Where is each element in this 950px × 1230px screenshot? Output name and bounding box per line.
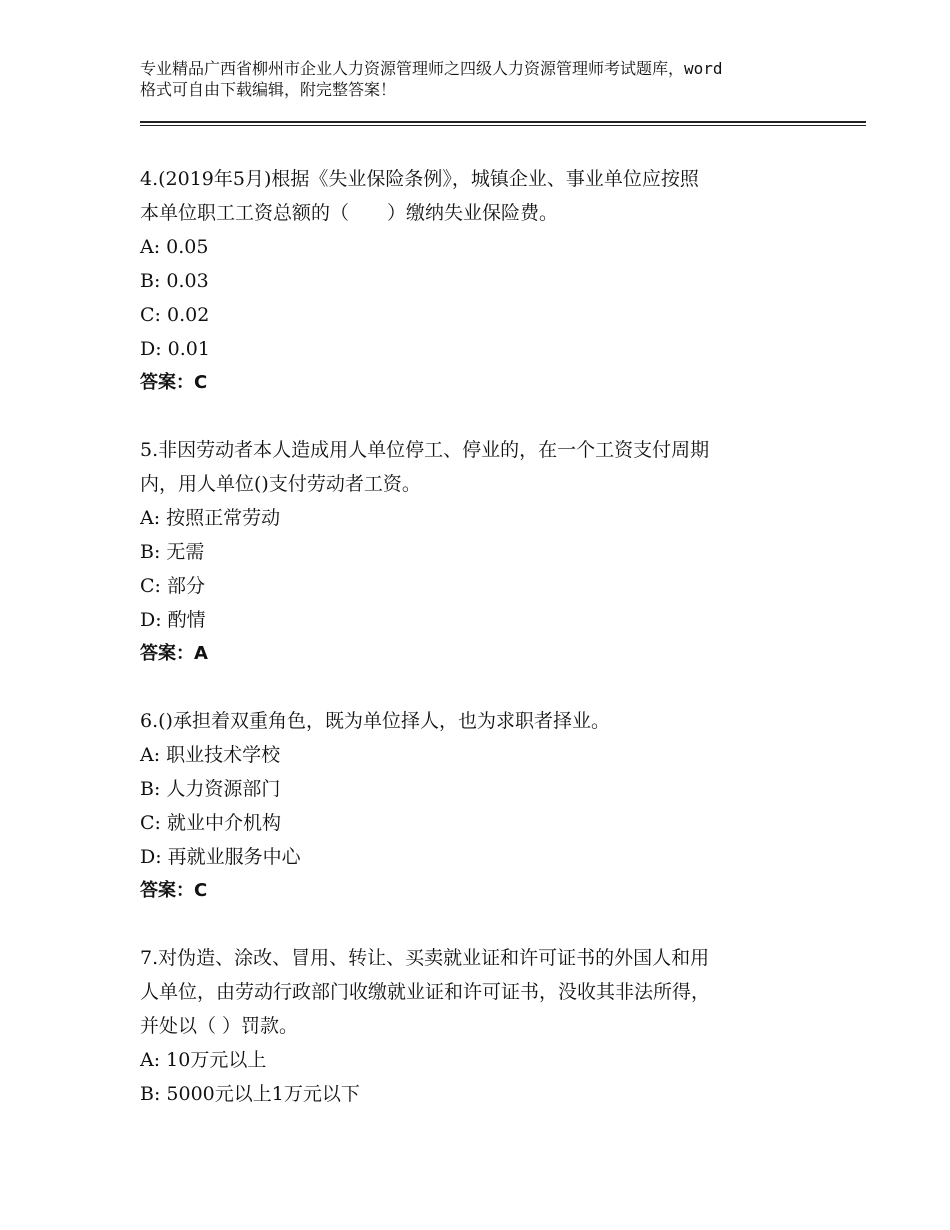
option-a: A: 0.05 — [140, 236, 209, 258]
option-d: D: 酌情 — [140, 609, 206, 631]
option-a: A: 职业技术学校 — [140, 744, 281, 766]
option-b: B: 人力资源部门 — [140, 778, 281, 800]
question-text: 7.对伪造、涂改、冒用、转让、买卖就业证和许可证书的外国人和用 — [140, 947, 710, 969]
header-divider-thin — [140, 125, 866, 126]
question-6 — [140, 704, 820, 908]
question-text: 人单位，由劳动行政部门收缴就业证和许可证书，没收其非法所得， — [140, 981, 711, 1003]
question-text: 本单位职工工资总额的（ ）缴纳失业保险费。 — [140, 202, 559, 224]
answer: 答案：A — [140, 643, 208, 664]
header-title-line-2: 格式可自由下载编辑，附完整答案！ — [140, 80, 397, 99]
question-5 — [140, 433, 820, 671]
option-c: C: 部分 — [140, 575, 205, 597]
answer: 答案：C — [140, 372, 208, 393]
option-c: C: 0.02 — [140, 304, 210, 326]
option-b: B: 0.03 — [140, 270, 209, 292]
question-text: 内，用人单位()支付劳动者工资。 — [140, 473, 421, 495]
header-divider-thick — [140, 121, 866, 123]
answer: 答案：C — [140, 880, 208, 901]
option-a: A: 按照正常劳动 — [140, 507, 281, 529]
question-text: 4.(2019年5月)根据《失业保险条例》，城镇企业、事业单位应按照 — [140, 168, 699, 190]
question-text: 并处以（ ）罚款。 — [140, 1015, 299, 1037]
header-title-line-1: 专业精品广西省柳州市企业人力资源管理师之四级人力资源管理师考试题库，word — [140, 59, 723, 78]
option-a: A: 10万元以上 — [140, 1049, 267, 1071]
option-d: D: 再就业服务中心 — [140, 846, 301, 868]
question-text: 5.非因劳动者本人造成用人单位停工、停业的，在一个工资支付周期 — [140, 439, 710, 461]
option-c: C: 就业中介机构 — [140, 812, 281, 834]
question-list — [140, 162, 820, 1144]
question-text: 6.()承担着双重角色，既为单位择人，也为求职者择业。 — [140, 710, 610, 732]
option-b: B: 无需 — [140, 541, 205, 563]
question-4 — [140, 162, 820, 400]
option-b: B: 5000元以上1万元以下 — [140, 1083, 360, 1105]
document-header — [140, 58, 830, 100]
option-d: D: 0.01 — [140, 338, 210, 360]
question-7 — [140, 941, 820, 1111]
